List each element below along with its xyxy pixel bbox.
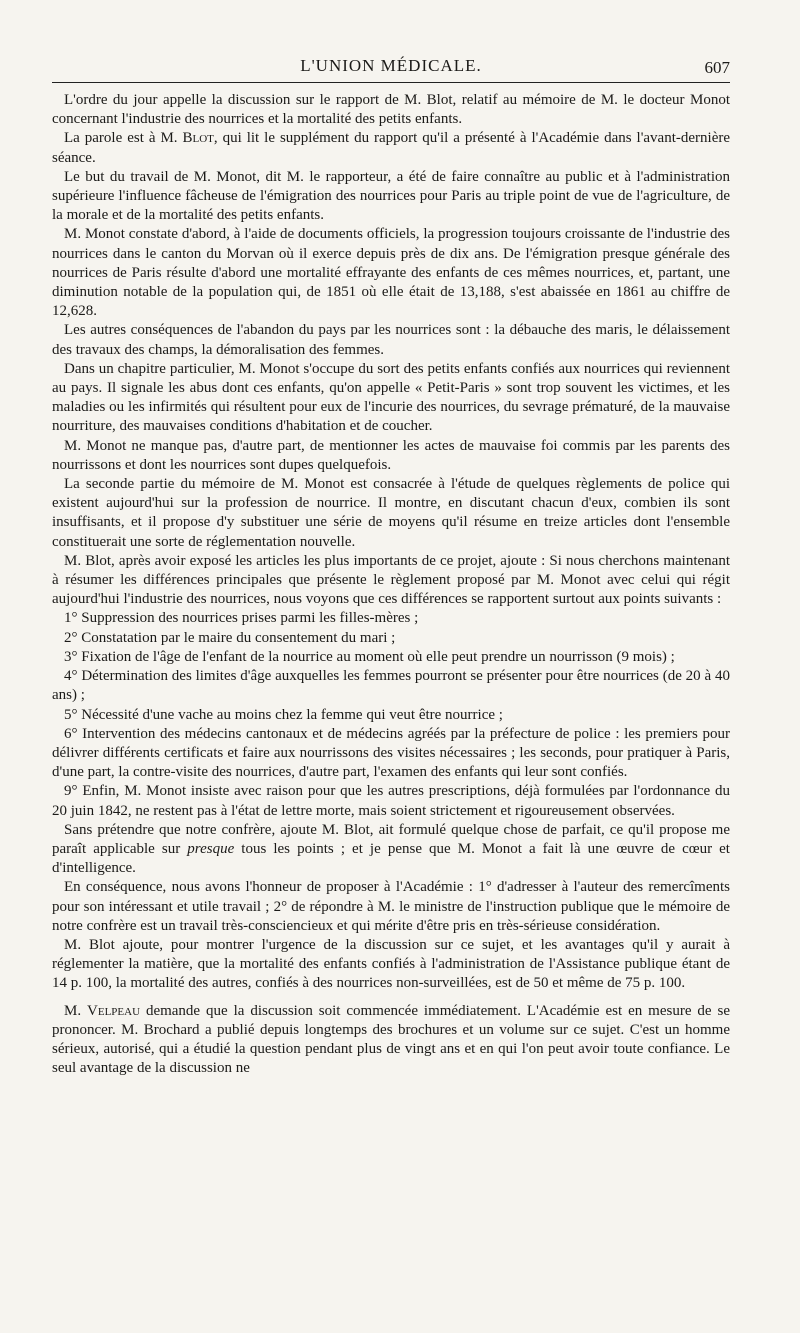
paragraph: M. Blot ajoute, pour montrer l'urgence de la discussion sur ce sujet, et les avantages qu'il y aurait à réglementer la matière, que la mortalité des enfants confiés à l'administration de l'Assistance publique étant de 14 p. 100, la mortalité des autres, confiés à des nourrices non-surveillées, est de 50 et même de 75 p. 100.	[52, 936, 730, 992]
paragraph: 5° Nécessité d'une vache au moins chez la femme qui veut être nourrice ;	[64, 706, 503, 723]
paragraph: Le but du travail de M. Monot, dit M. le rapporteur, a été de faire connaître au public et à l'administration supérieure l'influence fâcheuse de l'émigration des nourrices pour Paris au triple point de vue de l'agriculture, de la morale et de la mortalité des petits enfants.	[52, 168, 730, 224]
paragraph: Dans un chapitre particulier, M. Monot s'occupe du sort des petits enfants confiés aux nourrices qui reviennent au pays. Il signale les abus dont ces enfants, qu'on appelle « Petit-Paris » sont trop souvent les victimes, et les maladies ou les infirmités qui résultent pour eux de l'incurie des nourrices, du sevrage prématuré, de la mauvaise nourriture, des mauvaises conditions d'habitation et de coucher.	[52, 360, 730, 435]
speaker-name: Velpeau	[87, 1002, 141, 1019]
running-title: L'UNION MÉDICALE.	[300, 56, 482, 75]
paragraph: 4° Détermination des limites d'âge auxquelles les femmes pourront se présenter pour être nourrices (de 20 à 40 ans) ;	[52, 668, 730, 704]
paragraph	[52, 129, 730, 167]
speaker-name: Blot	[182, 130, 214, 147]
paragraph: 2° Constatation par le maire du consentement du mari ;	[64, 629, 396, 646]
paragraph-text: demande que la discussion soit commencée immédiatement. L'Académie est en mesure de se prononcer. M. Brochard a publié depuis longtemps des brochures et un volume sur ce sujet. C'est un homme sérieux, autorisé, qui a étudié la question pendant plus de vingt ans et en qui l'on peut avoir toute confiance. Le seul avantage de la discussion ne	[52, 1002, 730, 1077]
paragraph-text: La parole est à M.	[64, 130, 183, 147]
paragraph-text: Sans prétendre que notre confrère, ajoute M. Blot, ait formulé quelque chose de parfait, ce qu'il propose me paraît applicable sur	[52, 821, 730, 857]
paragraph: En conséquence, nous avons l'honneur de proposer à l'Académie : 1° d'adresser à l'auteur des remercîments pour son intéressant et utile travail ; 2° de répondre à M. le ministre de l'instruction publique que le mémoire de notre confrère est un travail très-consciencieux et qui mérite d'être pris en très-sérieuse considération.	[52, 879, 730, 934]
paragraph: M. Monot constate d'abord, à l'aide de documents officiels, la progression toujours croissante de l'industrie des nourrices dans le canton du Morvan où il exerce depuis près de dix ans. De l'émigration presque générale des nourrices de Paris résulte d'abord une mortalité effrayante des enfants de ces mêmes nourrices, et, partant, une diminution notable de la population qui, de 1851 où elle était de 13,188, s'est abaissée en 1861 au chiffre de 12,628.	[52, 226, 730, 320]
paragraph	[52, 821, 730, 879]
paragraph-text: , qui lit le supplément du rapport qu'il a présenté à l'Académie dans l'avant-dernière séance.	[52, 130, 730, 166]
page-header	[52, 52, 730, 83]
page-number: 607	[704, 58, 730, 77]
paragraph-text: M.	[64, 1002, 88, 1019]
paragraph: 9° Enfin, M. Monot insiste avec raison pour que les autres prescriptions, déjà formulées par l'ordonnance du 20 juin 1842, ne restent pas à l'état de lettre morte, mais soient strictement et rigoureusement observées.	[52, 783, 730, 819]
paragraph: 1° Suppression des nourrices prises parmi les filles-mères ;	[64, 610, 419, 627]
paragraph: Les autres conséquences de l'abandon du pays par les nourrices sont : la débauche des maris, le délaissement des travaux des champs, la démoralisation des femmes.	[52, 322, 730, 358]
paragraph	[52, 1002, 730, 1079]
paragraph: L'ordre du jour appelle la discussion sur le rapport de M. Blot, relatif au mémoire de M. le docteur Monot concernant l'industrie des nourrices et la mortalité des petits enfants.	[52, 92, 730, 128]
paragraph: 6° Intervention des médecins cantonaux et de médecins agréés par la préfecture de police : les premiers pour délivrer différents certificats et faire aux nourrissons des visites nécessaires ; les seconds, pour pratiquer à Paris, d'une part, la contre-visite des nourrices, d'autre part, l'examen des enfants qui leur sont confiés.	[52, 725, 730, 781]
emphasis: presque	[187, 840, 235, 857]
paragraph: 3° Fixation de l'âge de l'enfant de la nourrice au moment où elle peut prendre un nourrisson (9 mois) ;	[64, 648, 675, 665]
paragraph: M. Monot ne manque pas, d'autre part, de mentionner les actes de mauvaise foi commis par les parents des nourrissons et dont les nourrices sont dupes quelquefois.	[52, 437, 730, 473]
paragraph: La seconde partie du mémoire de M. Monot est consacrée à l'étude de quelques règlements de police qui existent aujourd'hui sur la profession de nourrice. Il montre, en discutant chacun d'eux, combien ils sont insuffisants, et il propose d'y substituer une série de moyens qu'il résume en treize articles dont l'ensemble constituerait une sorte de réglementation nouvelle.	[52, 476, 730, 550]
paragraph-text: tous les points ; et je pense que M. Monot a fait là une œuvre de cœur et d'intelligence.	[52, 840, 730, 877]
paragraph: M. Blot, après avoir exposé les articles les plus importants de ce projet, ajoute : Si nous cherchons maintenant à résumer les différences principales que présente le règlement proposé par M. Monot avec celui qui régit aujourd'hui l'industrie des nourrices, nous voyons que ces différences se rapportent surtout aux points suivants :	[52, 552, 730, 608]
article-body	[52, 91, 730, 1078]
